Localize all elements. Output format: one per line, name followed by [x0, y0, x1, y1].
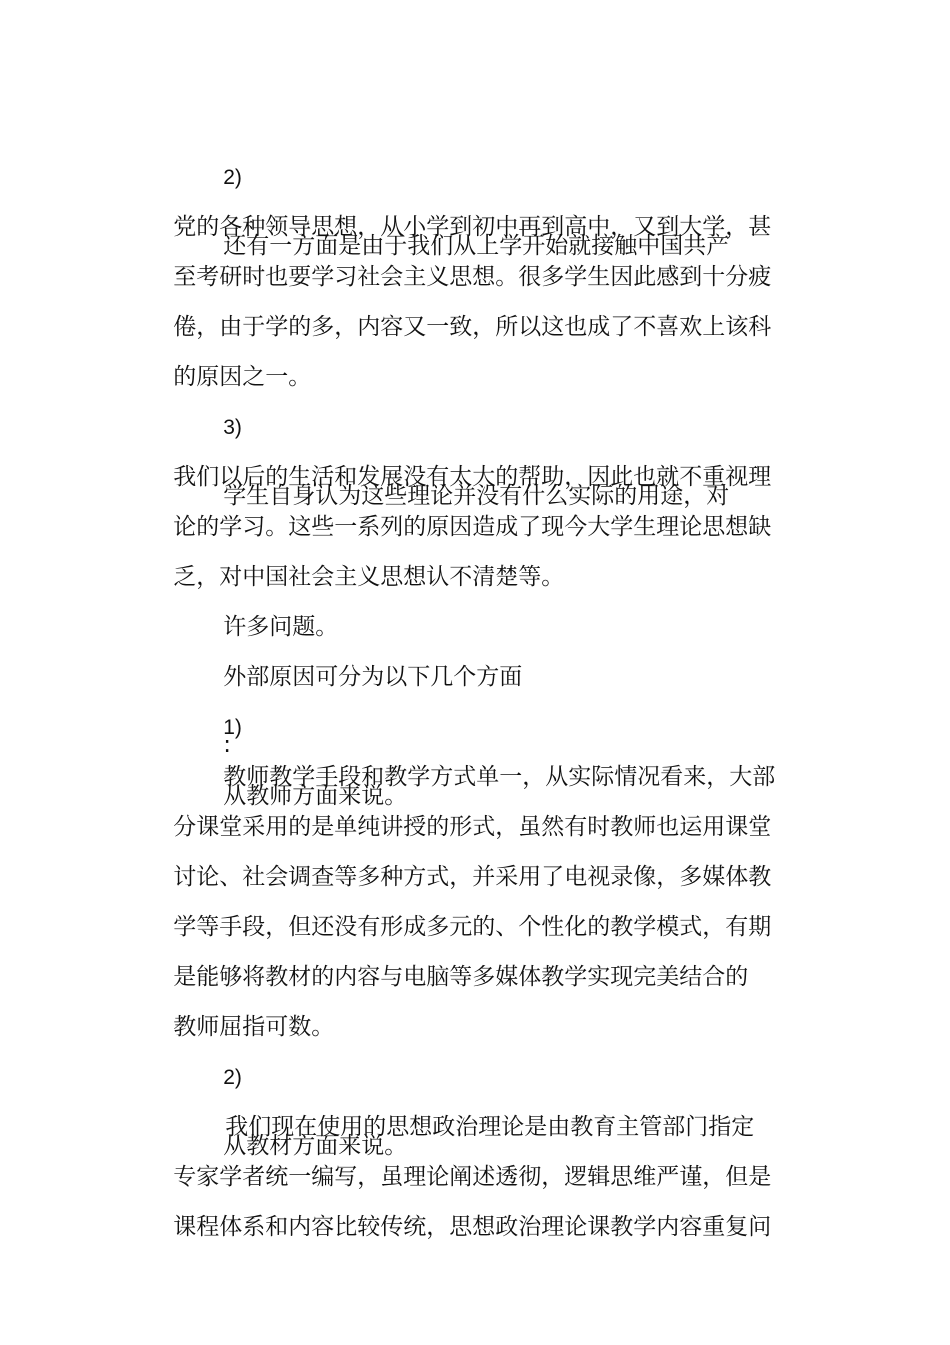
list-marker: 3) — [223, 416, 242, 439]
line-text: 教师教学手段和教学方式单一，从实际情况看来，大部 — [223, 764, 776, 790]
paragraph-line — [144, 326, 312, 390]
paragraph-line — [144, 976, 335, 1040]
list-marker: 1) — [223, 716, 242, 739]
line-text: 倦，由于学的多，内容又一致，所以这也成了不喜欢上该科 — [173, 314, 772, 340]
paragraph-line — [196, 1076, 755, 1140]
line-text: 的原因之一。 — [173, 364, 312, 390]
line-text: 从教师方面来说。 — [223, 783, 408, 809]
paragraph-line — [144, 176, 772, 240]
paragraph-line — [194, 576, 339, 640]
paragraph-line — [144, 276, 772, 340]
line-text: 外部原因可分为以下几个方面 — [223, 664, 523, 690]
line-text: 论的学习。这些一系列的原因造成了现今大学生理论思想缺 — [173, 514, 772, 540]
line-text: 课程体系和内容比较传统，思想政治理论课教学内容重复问 — [173, 1214, 772, 1240]
line-text: 专家学者统一编写，虽理论阐述透彻，逻辑思维严谨，但是 — [173, 1164, 772, 1190]
line-text: 我们以后的生活和发展没有太大的帮助，因此也就不重视理 — [173, 464, 772, 490]
paragraph-line — [144, 826, 772, 890]
paragraph-line — [144, 776, 772, 840]
list-marker: 2) — [223, 1066, 242, 1089]
paragraph-line — [194, 726, 776, 790]
line-text: 还有一方面是由于我们从上学开始就接触中国共产 — [223, 233, 730, 259]
paragraph-line — [144, 426, 772, 490]
line-text: 分课堂采用的是单纯讲授的形式，虽然有时教师也运用课堂 — [173, 814, 772, 840]
paragraph-line — [144, 1126, 772, 1190]
paragraph-line — [144, 926, 749, 990]
line-text: 教师屈指可数。 — [173, 1014, 335, 1040]
line-text: 学等手段，但还没有形成多元的、个性化的教学模式，有期 — [173, 914, 772, 940]
line-text: 是能够将教材的内容与电脑等多媒体教学实现完美结合的 — [173, 964, 749, 990]
paragraph-line — [194, 626, 523, 758]
paragraph-line — [194, 1026, 408, 1159]
line-text: 党的各种领导思想，从小学到初中再到高中，又到大学，甚 — [173, 214, 772, 240]
line-text: 至考研时也要学习社会主义思想。很多学生因此感到十分疲 — [173, 264, 772, 290]
line-text: 讨论、社会调查等多种方式，并采用了电视录像，多媒体教 — [173, 864, 772, 890]
paragraph-line — [194, 676, 408, 809]
paragraph-line — [144, 476, 772, 540]
line-text: 许多问题。 — [223, 614, 339, 640]
paragraph-line — [144, 226, 772, 290]
paragraph-line — [144, 1176, 772, 1240]
line-text: 从教材方面来说。 — [223, 1133, 408, 1159]
line-text: 我们现在使用的思想政治理论是由教育主管部门指定 — [225, 1114, 755, 1140]
line-text: 学生自身认为这些理论并没有什么实际的用途，对 — [223, 483, 730, 509]
paragraph-line — [144, 526, 565, 590]
line-text: 乏，对中国社会主义思想认不清楚等。 — [173, 564, 565, 590]
list-marker: 2) — [223, 166, 242, 189]
paragraph-line — [144, 876, 772, 940]
line-suffix: : — [223, 732, 231, 758]
